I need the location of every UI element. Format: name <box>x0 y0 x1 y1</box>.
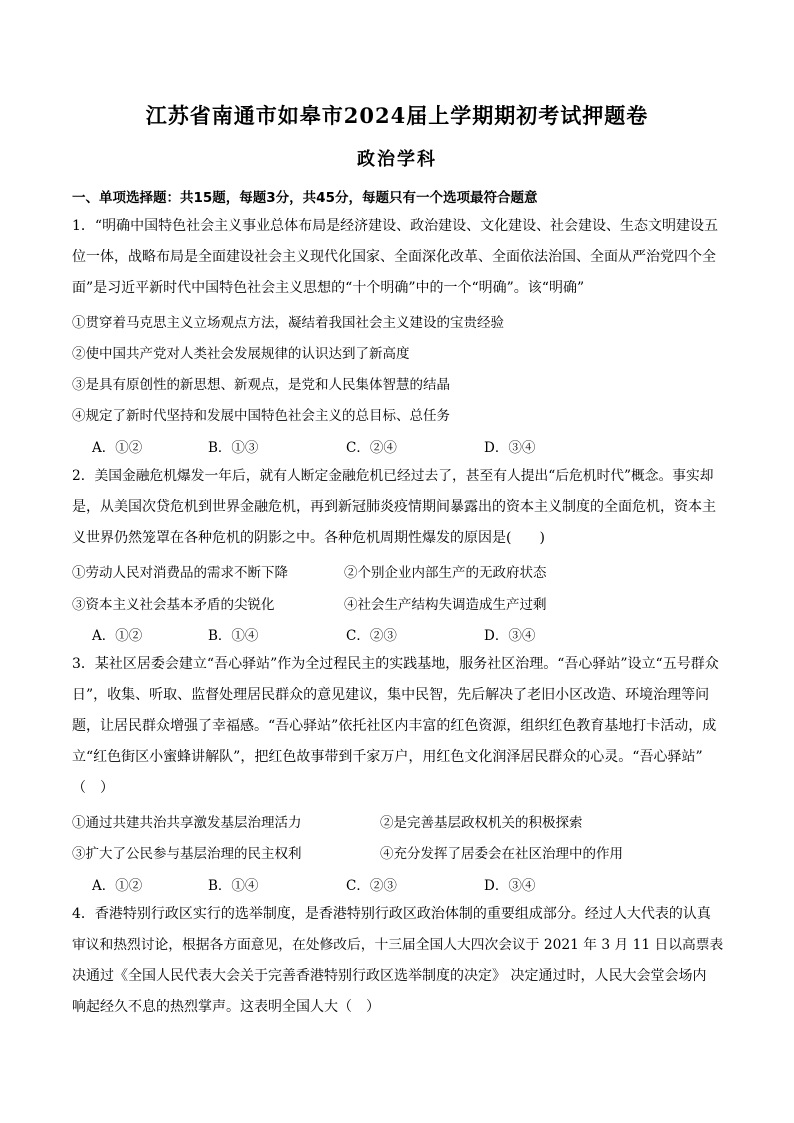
question-line: 3．某社区居委会建立“吾心驿站”作为全过程民主的实践基地，服务社区治理。“吾心驿站”设立“五号群众 <box>72 656 719 672</box>
question-line: 题，让居民群众增强了幸福感。“吾心驿站”依托社区内丰富的红色资源，组织红色教育基地打卡活动，成 <box>72 718 717 734</box>
question-3-stem <box>72 649 724 804</box>
subject-title: 政治学科 <box>357 149 437 170</box>
question-1-option-4: ④规定了新时代坚持和发展中国特色社会主义的总目标、总任务 <box>72 408 450 424</box>
question-line: 立“红色街区小蜜蜂讲解队”，把红色故事带到千家万户，用红色文化润泽居民群众的心灵。“吾心驿站” <box>72 749 703 765</box>
question-3-option-3: ③扩大了公民参与基层治理的民主权利 <box>72 846 302 862</box>
question-line: 1．“明确中国特色社会主义事业总体布局是经济建设、政治建设、文化建设、社会建设、生态文明建设五 <box>72 218 719 234</box>
question-line: 位一体，战略布局是全面建设社会主义现代化国家、全面深化改革、全面依法治国、全面从严治党四个全 <box>72 249 716 265</box>
choice-a: A．①② <box>92 440 143 456</box>
question-line: 面”是习近平新时代中国特色社会主义思想的“十个明确”中的一个“明确”。该“明确” <box>72 280 585 296</box>
choice-d: D．③④ <box>484 628 536 644</box>
question-line: 是，从美国次贷危机到世界金融危机，再到新冠肺炎疫情期间暴露出的资本主义制度的全面危机，资本主 <box>72 499 716 515</box>
question-line: 2．美国金融危机爆发一年后，就有人断定金融危机已经过去了，甚至有人提出“后危机时代”概念。事实却 <box>72 468 714 484</box>
choice-b: B．①④ <box>208 878 259 894</box>
question-1-option-1: ①贯穿着马克思主义立场观点方法，凝结着我国社会主义建设的宝贵经验 <box>72 315 504 331</box>
question-2-option-4: ④社会生产结构失调造成生产过剩 <box>344 597 547 613</box>
question-4-stem <box>72 899 724 1023</box>
question-line: 响起经久不息的热烈掌声。这表明全国人大（ ） <box>72 999 380 1015</box>
choice-c: C．②③ <box>346 628 397 644</box>
question-line: 审议和热烈讨论，根据各方面意见，在处修改后，十三届全国人大四次会议于 2021 年 3 月 11 日以高票表 <box>72 937 724 953</box>
question-line: 日”，收集、听取、监督处理居民群众的意见建议，集中民智，先后解决了老旧小区改造、环境治理等问 <box>72 687 710 703</box>
question-3-option-2: ②是完善基层政权机关的积极探索 <box>380 815 583 831</box>
choice-a: A．①② <box>92 878 143 894</box>
choice-b: B．①③ <box>208 440 259 456</box>
question-3-option-1: ①通过共建共治共享激发基层治理活力 <box>72 815 302 831</box>
question-line: 决通过《全国人民代表大会关于完善香港特别行政区选举制度的决定》 决定通过时，人民大会堂会场内 <box>72 968 707 984</box>
choice-d: D．③④ <box>484 878 536 894</box>
question-1-option-2: ②使中国共产党对人类社会发展规律的认识达到了新高度 <box>72 346 410 362</box>
question-2-option-3: ③资本主义社会基本矛盾的尖锐化 <box>72 597 275 613</box>
choice-b: B．①④ <box>208 628 259 644</box>
question-3-option-4: ④充分发挥了居委会在社区治理中的作用 <box>380 846 623 862</box>
choice-c: C．②④ <box>346 440 397 456</box>
question-2-stem <box>72 461 724 554</box>
choice-c: C．②③ <box>346 878 397 894</box>
section-heading: 一、单项选择题：共15题，每题3分，共45分，每题只有一个选项最符合题意 <box>72 190 538 206</box>
exam-title: 江苏省南通市如皋市2024届上学期期初考试押题卷 <box>145 103 649 128</box>
question-1-stem <box>72 211 724 304</box>
question-2-option-1: ①劳动人民对消费品的需求不断下降 <box>72 565 288 581</box>
question-2-option-2: ②个别企业内部生产的无政府状态 <box>344 565 547 581</box>
choice-d: D．③④ <box>484 440 536 456</box>
question-line: 4．香港特别行政区实行的选举制度，是香港特别行政区政治体制的重要组成部分。经过人大代表的认真 <box>72 906 711 922</box>
question-line: （ ） <box>72 780 114 796</box>
question-1-option-3: ③是具有原创性的新思想、新观点，是党和人民集体智慧的结晶 <box>72 377 450 393</box>
choice-a: A．①② <box>92 628 143 644</box>
question-line: 义世界仍然笼罩在各种危机的阴影之中。各种危机周期性爆发的原因是( ) <box>72 530 545 546</box>
